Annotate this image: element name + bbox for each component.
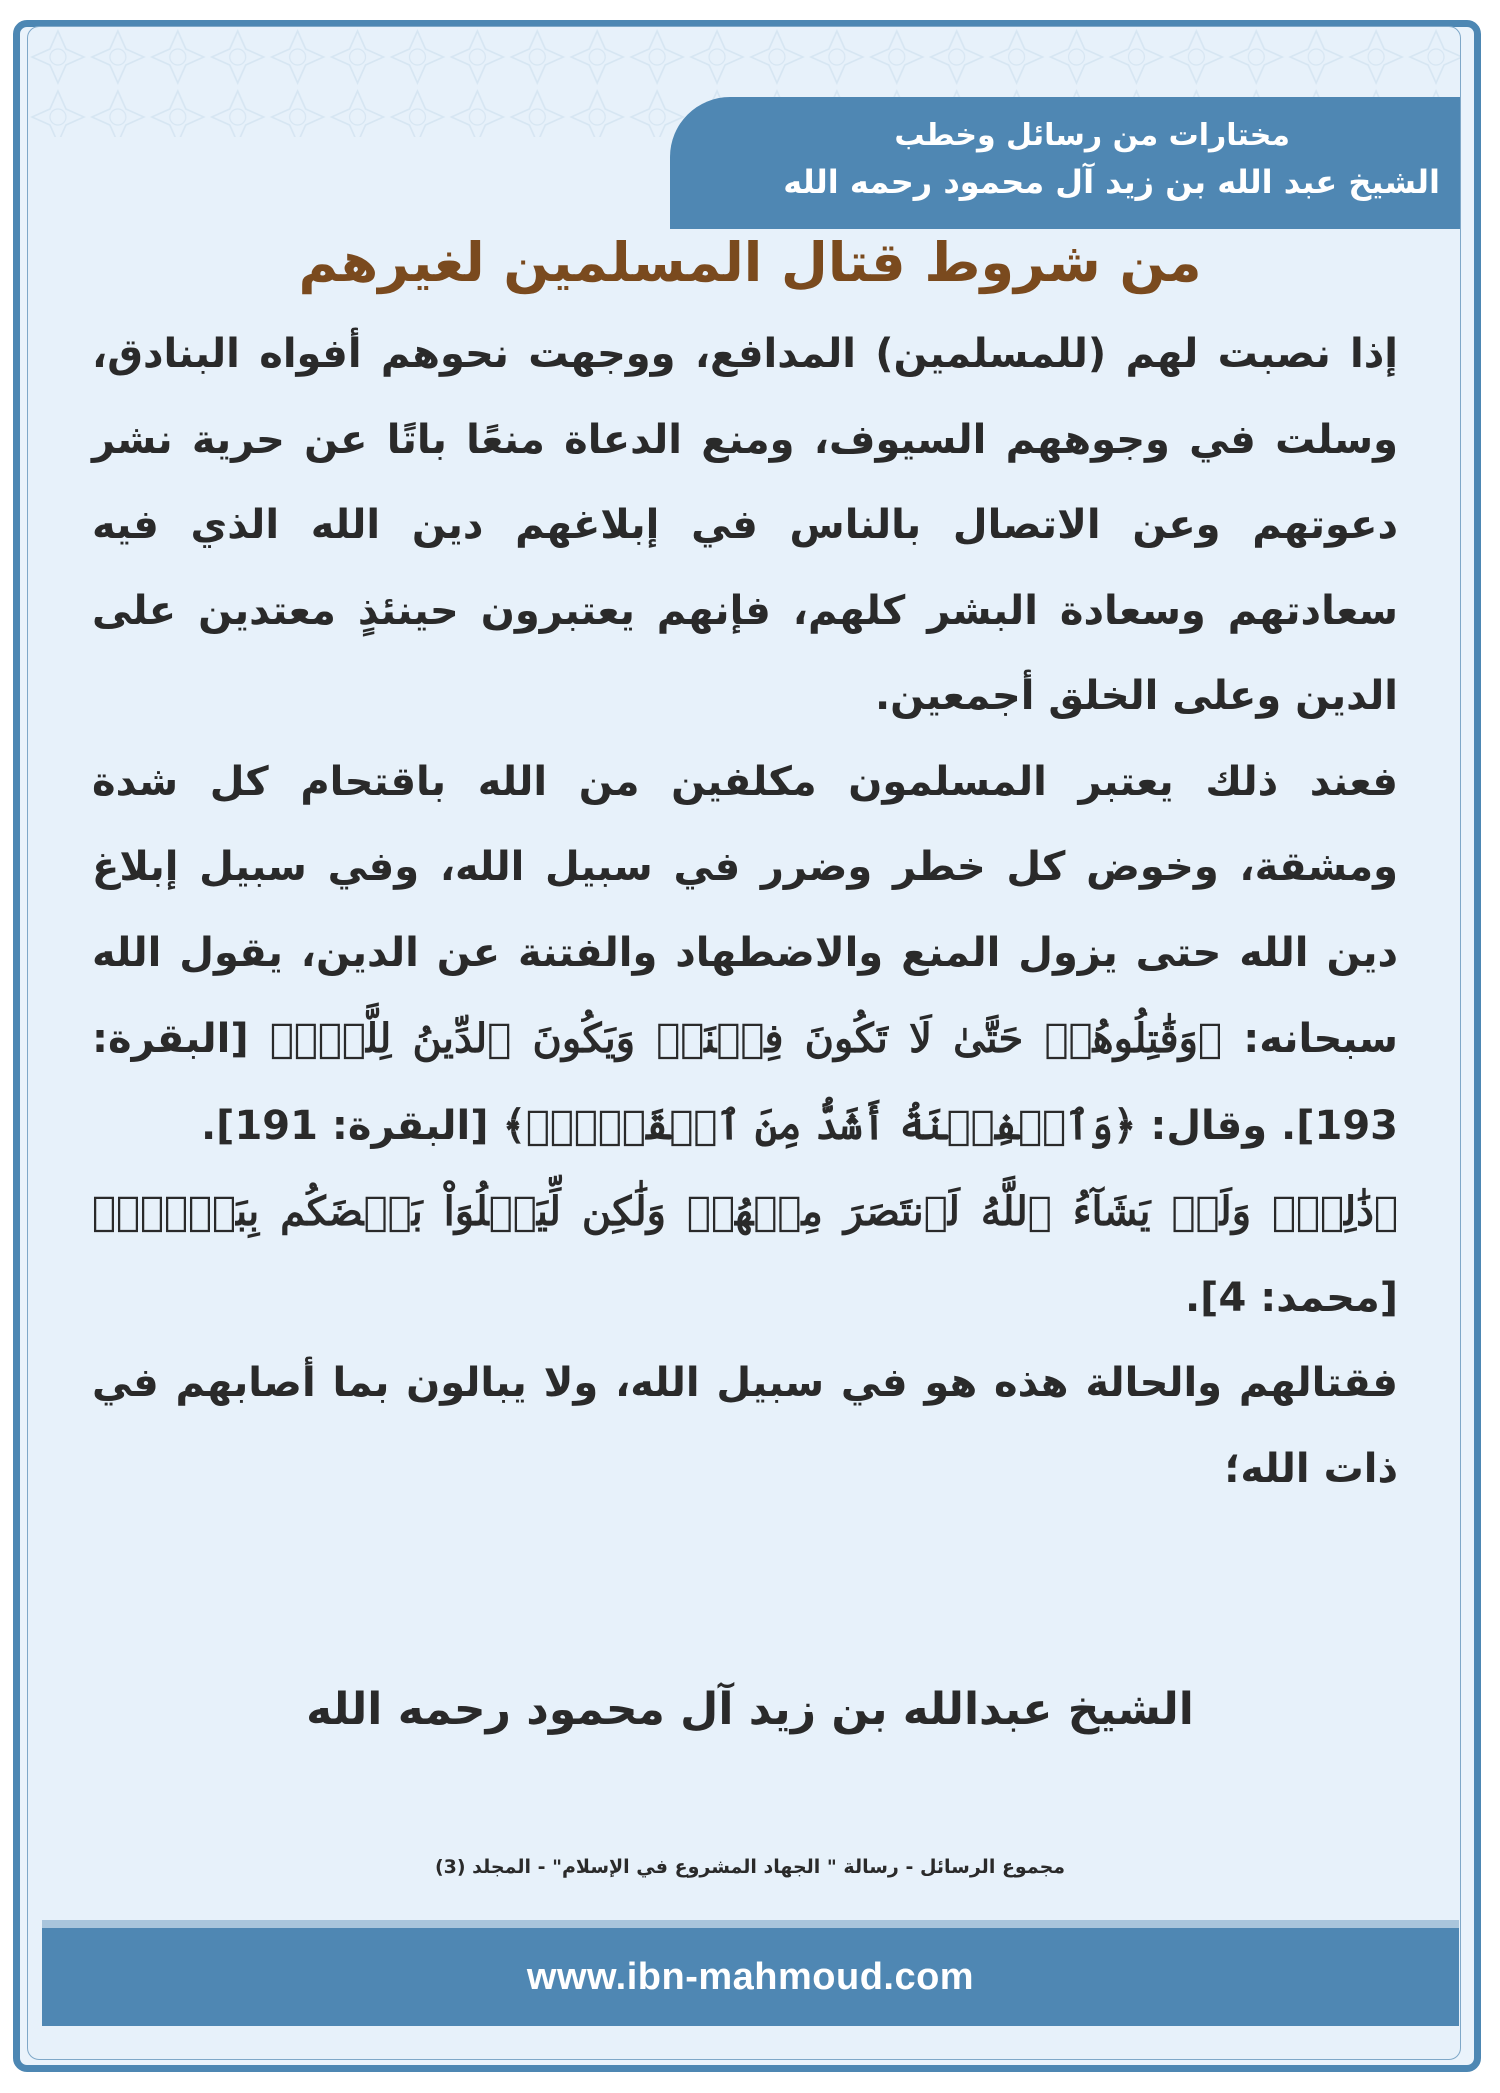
paragraph-1: إذا نصبت لهم (للمسلمين) المدافع، ووجهت نحوهم أفواه البنادق، وسلت في وجوههم السيوف، ومنع الدعاة منعًا باتًا عن حرية نشر دعوتهم وعن الاتصال بالناس في إبلاغهم دين الله الذي فيه سعادتهم وسعادة البشر كلهم، فإنهم يعتبرون حينئذٍ معتدين على الدين وعلى الخلق أجمعين.: [92, 331, 1398, 719]
source-citation: مجموع الرسائل - رسالة " الجهاد المشروع في الإسلام" - المجلد (3): [434, 1856, 1066, 1878]
website-link[interactable]: www.ibn-mahmoud.com: [526, 1956, 975, 1998]
signature: الشيخ عبدالله بن زيد آل محمود رحمه الله: [306, 1684, 1194, 1735]
quran-verse-3: ﴿ذَٰلِكَۖ وَلَوۡ يَشَآءُ ٱللَّهُ لَٱنتَصَرَ مِنۡهُمۡ وَلَٰكِن لِّيَبۡلُوَاْ بَعۡضَكُم بِبَعۡضٖۗ﴾: [92, 1188, 1398, 1235]
header-banner: [670, 97, 1460, 229]
header-author: الشيخ عبد الله بن زيد آل محمود رحمه الله: [783, 163, 1440, 201]
article-body: [92, 312, 1398, 1512]
paragraph-4: فقتالهم والحالة هذه هو في سبيل الله، ولا يبالون بما أصابهم في ذات الله؛: [92, 1360, 1398, 1492]
verse-reference-1: [البقرة: 193]. وقال:: [92, 1016, 1398, 1149]
quran-verse-2: ﴿وَٱلۡفِتۡنَةُ أَشَدُّ مِنَ ٱلۡقَتۡلِۚ﴾: [502, 1101, 1137, 1149]
paragraph-2: [92, 740, 1398, 1170]
header-subtitle: مختارات من رسائل وخطب: [894, 118, 1290, 153]
footer-band: [42, 1920, 1459, 2026]
paragraph-3: [92, 1169, 1398, 1341]
quran-verse-1: ﴿وَقَٰتِلُوهُمۡ حَتَّىٰ لَا تَكُونَ فِتۡنَةٞ وَيَكُونَ ٱلدِّينُ لِلَّهِۖ﴾: [269, 1015, 1222, 1062]
page-title: من شروط قتال المسلمين لغيرهم: [298, 231, 1202, 294]
verse-reference-2: [البقرة: 191].: [200, 1102, 503, 1149]
paragraph-2-text: فعند ذلك يعتبر المسلمون مكلفين من الله باقتحام كل شدة ومشقة، وخوض كل خطر وضرر في سبيل الله، وفي سبيل إبلاغ دين الله حتى يزول المنع والاضطهاد والفتنة عن الدين، يقول الله سبحانه:: [92, 758, 1398, 1062]
verse-reference-3: [محمد: 4].: [1184, 1274, 1398, 1321]
